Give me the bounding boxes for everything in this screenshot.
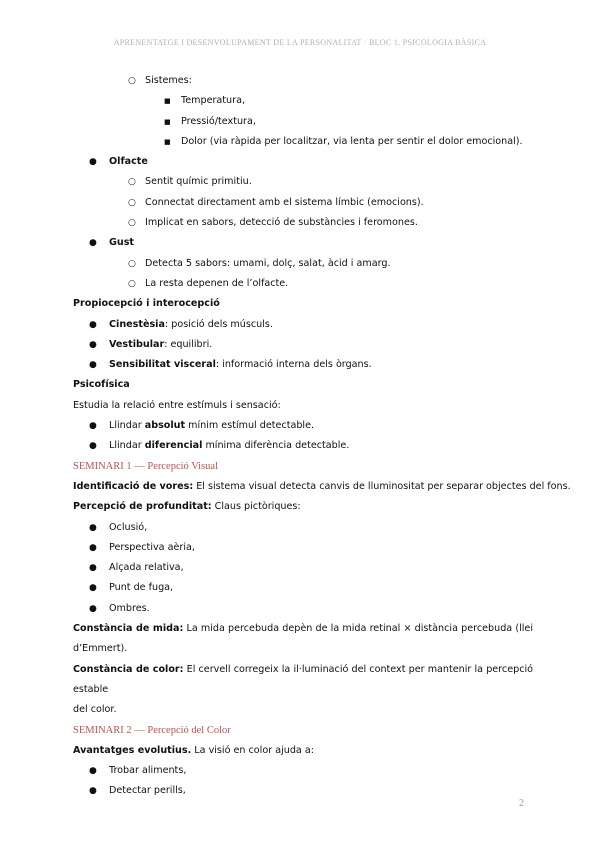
list-item: ● Perspectiva aèria, [73, 538, 533, 558]
list-item: ○ Implicat en sabors, detecció de substàncies i feromones. [73, 213, 533, 233]
paragraph: Avantatges evolutius. La visió en color ajuda a: [73, 744, 314, 756]
list-item: ■ Pressió/textura, [73, 112, 533, 132]
list-item: ○ La resta depenen de l’olfacte. [73, 274, 533, 294]
paragraph-continuation: del color. [73, 704, 117, 716]
paragraph: Constància de mida: La mida percebuda depèn de la mida retinal × distància percebuda (llei [73, 623, 534, 635]
list-item: ○ Detecta 5 sabors: umami, dolç, salat, àcid i amarg. [73, 254, 533, 274]
dot-bullet-icon: ● [89, 603, 97, 614]
list-item: ○ Sentit químic primitiu. [73, 172, 533, 192]
paragraph: Percepció de profunditat: Claus pictòriques: [73, 501, 301, 513]
list-item: ● Alçada relativa, [73, 558, 533, 578]
list-item: ● Sensibilitat visceral: informació interna dels òrgans. [73, 355, 533, 375]
list-item: ● Oclusió, [73, 518, 533, 538]
dot-bullet-icon: ● [89, 360, 97, 371]
paragraph-continuation: d’Emmert). [73, 643, 128, 655]
dot-bullet-icon: ● [89, 786, 97, 797]
page-number: 2 [519, 798, 524, 809]
dot-bullet-icon: ● [89, 522, 97, 533]
circle-bullet-icon: ○ [128, 278, 136, 289]
dot-bullet-icon: ● [89, 421, 97, 432]
paragraph: Constància de color: El cervell corregeix la il·luminació del context per mantenir la percepció estable [73, 663, 534, 695]
list-item: ○ Sistemes: [73, 71, 533, 91]
dot-bullet-icon: ● [89, 238, 97, 249]
circle-bullet-icon: ○ [128, 76, 136, 86]
circle-bullet-icon: ○ [128, 197, 136, 208]
list-item: ■ Temperatura, [73, 91, 533, 111]
section-heading: Propiocepció i interocepció [73, 298, 220, 310]
circle-bullet-icon: ○ [128, 218, 136, 229]
dot-bullet-icon: ● [89, 441, 97, 452]
dot-bullet-icon: ● [89, 766, 97, 777]
dot-bullet-icon: ● [89, 542, 97, 553]
list-item: ● Olfacte [73, 152, 533, 172]
list-item: ● Detectar perills, [73, 781, 533, 801]
dot-bullet-icon: ● [89, 319, 97, 330]
square-bullet-icon: ■ [164, 137, 171, 146]
list-item: ● Punt de fuga, [73, 578, 533, 598]
paragraph: Identificació de vores: El sistema visual detecta canvis de lluminositat per separar objectes del fons. [73, 480, 571, 492]
list-item: ● Trobar aliments, [73, 761, 533, 781]
seminar-heading: SEMINARI 2 — Percepció del Color [73, 724, 231, 736]
page-body [73, 71, 571, 802]
square-bullet-icon: ■ [164, 97, 171, 106]
square-bullet-icon: ■ [164, 117, 171, 126]
list-item: ● Vestibular: equilibri. [73, 335, 533, 355]
list-item: ● Llindar diferencial mínima diferència detectable. [73, 436, 533, 456]
circle-bullet-icon: ○ [128, 177, 136, 188]
list-item: ○ Connectat directament amb el sistema límbic (emocions). [73, 193, 533, 213]
dot-bullet-icon: ● [89, 583, 97, 594]
dot-bullet-icon: ● [89, 563, 97, 574]
seminar-heading: SEMINARI 1 — Percepció Visual [73, 460, 218, 472]
running-header: APRENENTATGE I DESENVOLUPAMENT DE LA PERSONALITAT · BLOC 1. PSICOLOGIA BÀSICA [113, 38, 487, 47]
dot-bullet-icon: ● [89, 157, 97, 168]
list-item: ● Ombres. [73, 599, 533, 619]
list-item: ● Gust [73, 233, 533, 253]
section-heading: Psicofísica [73, 379, 130, 391]
list-item: ■ Dolor (via ràpida per localitzar, via lenta per sentir el dolor emocional). [73, 132, 533, 152]
list-item: ● Llindar absolut mínim estímul detectable. [73, 416, 533, 436]
paragraph: Estudia la relació entre estímuls i sensació: [73, 399, 281, 411]
dot-bullet-icon: ● [89, 339, 97, 350]
circle-bullet-icon: ○ [128, 258, 136, 269]
list-item: ● Cinestèsia: posició dels músculs. [73, 315, 533, 335]
